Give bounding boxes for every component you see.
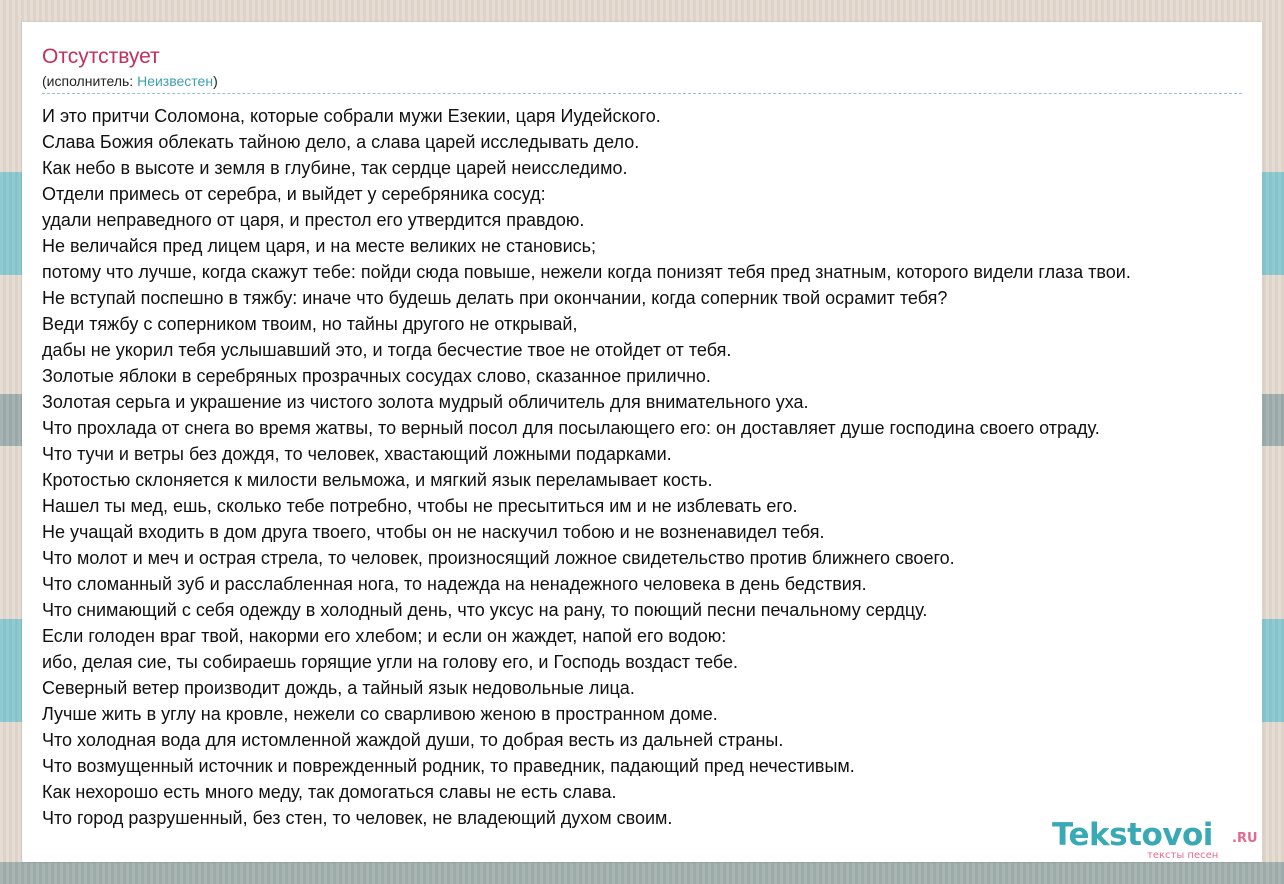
lyric-line: Что прохлада от снега во время жатвы, то верный посол для посылающего его: он доставляет душе господина своего отраду. — [42, 418, 1100, 438]
lyric-line: Северный ветер производит дождь, а тайный язык недовольные лица. — [42, 678, 635, 698]
lyric-line: Как нехорошо есть много меду, так домогаться славы не есть слава. — [42, 782, 617, 802]
lyric-line: И это притчи Соломона, которые собрали мужи Езекии, царя Иудейского. — [42, 106, 661, 126]
lyric-line: Золотые яблоки в серебряных прозрачных сосудах слово, сказанное прилично. — [42, 366, 711, 386]
lyric-line: Если голоден враг твой, накорми его хлебом; и если он жаждет, напой его водою: — [42, 626, 727, 646]
lyric-line: ибо, делая сие, ты собираешь горящие угли на голову его, и Господь воздаст тебе. — [42, 652, 738, 672]
lyric-line: Слава Божия облекать тайною дело, а слава царей исследывать дело. — [42, 132, 640, 152]
lyric-line: Кротостью склоняется к милости вельможа, и мягкий язык переламывает кость. — [42, 470, 713, 490]
lyric-line: Что город разрушенный, без стен, то человек, не владеющий духом своим. — [42, 808, 673, 828]
lyric-line: Что молот и меч и острая стрела, то человек, произносящий ложное свидетельство против ближнего своего. — [42, 548, 955, 568]
lyric-line: Что тучи и ветры без дождя, то человек, хвастающий ложными подарками. — [42, 444, 672, 464]
byline-suffix: ) — [213, 73, 218, 89]
lyric-line: Не учащай входить в дом друга твоего, чтобы он не наскучил тобою и не возненавидел тебя. — [42, 522, 825, 542]
song-title: Отсутствует — [42, 45, 160, 68]
lyrics-card — [22, 22, 1262, 862]
lyric-line: Как небо в высоте и земля в глубине, так сердце царей неисследимо. — [42, 158, 628, 178]
lyric-line: дабы не укорил тебя услышавший это, и тогда бесчестие твое не отойдет от тебя. — [42, 340, 732, 360]
artist-link[interactable]: Неизвестен — [137, 73, 214, 89]
lyric-line: Отдели примесь от серебра, и выйдет у серебряника сосуд: — [42, 184, 546, 204]
lyric-line: Что снимающий с себя одежду в холодный день, что уксус на рану, то поющий песни печальному сердцу. — [42, 600, 928, 620]
logo-tagline: тексты песен — [1147, 850, 1219, 861]
byline-prefix: (исполнитель: — [42, 73, 138, 89]
lyric-line: Что сломанный зуб и расслабленная нога, то надежда на ненадежного человека в день бедствия. — [42, 574, 867, 594]
lyric-line: потому что лучше, когда скажут тебе: пойди сюда повыше, нежели когда понизят тебя пред знатным, которого видели глаза твои. — [42, 262, 1131, 282]
lyric-line: Лучше жить в углу на кровле, нежели со сварливою женою в пространном доме. — [42, 704, 718, 724]
lyric-line: Нашел ты мед, ешь, сколько тебе потребно, чтобы не пресытиться им и не изблевать его. — [42, 496, 798, 516]
lyric-line: Золотая серьга и украшение из чистого золота мудрый обличитель для внимательного уха. — [42, 392, 809, 412]
lyric-line: удали неправедного от царя, и престол его утвердится правдою. — [42, 210, 585, 230]
site-logo[interactable] — [1052, 817, 1262, 862]
lyric-line: Что возмущенный источник и поврежденный родник, то праведник, падающий пред нечестивым. — [42, 756, 855, 776]
lyric-line: Веди тяжбу с соперником твоим, но тайны другого не открывай, — [42, 314, 578, 334]
logo-domain: .RU — [1232, 831, 1258, 846]
lyric-line: Что холодная вода для истомленной жаждой души, то добрая весть из дальней страны. — [42, 730, 784, 750]
title-divider — [42, 93, 1242, 94]
logo-wordmark: Tekstovoi — [1052, 817, 1213, 853]
lyrics-text — [42, 103, 1131, 831]
artist-byline — [42, 73, 218, 89]
lyric-line: Не вступай поспешно в тяжбу: иначе что будешь делать при окончании, когда соперник твой осрамит тебя? — [42, 288, 948, 308]
background-stripe-bottom — [0, 862, 1284, 884]
lyric-line: Не величайся пред лицем царя, и на месте великих не становись; — [42, 236, 597, 256]
